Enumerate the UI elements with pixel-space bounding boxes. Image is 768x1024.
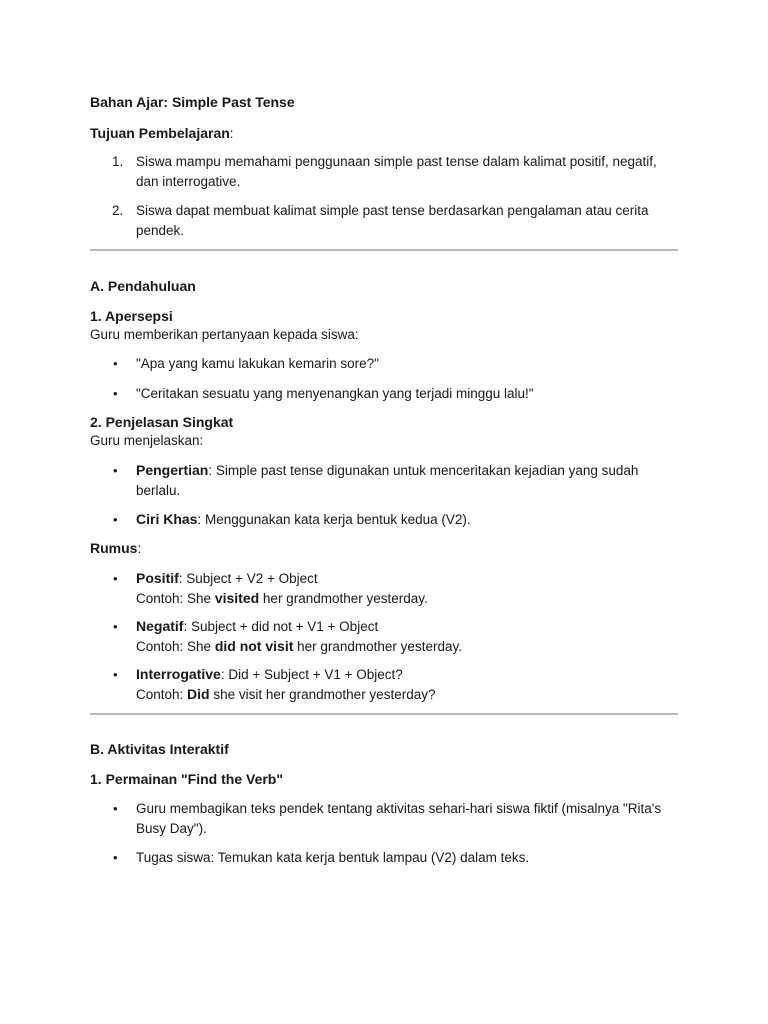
list-item: "Ceritakan sesuatu yang menyenangkan yang terjadi minggu lalu!": [136, 386, 534, 401]
example-verb: Did: [187, 685, 210, 702]
formula-item: [136, 569, 678, 608]
example-prefix: Contoh: She: [136, 590, 215, 606]
rumus-colon: :: [137, 541, 142, 556]
example-suffix: she visit her grandmother yesterday?: [209, 686, 436, 702]
list-item: Tugas siswa: Temukan kata kerja bentuk lampau (V2) dalam teks.: [136, 850, 530, 865]
formula: : Subject + did not + V1 + Object: [183, 619, 379, 634]
rumus-heading: Rumus: [90, 540, 138, 556]
example-verb: did not visit: [214, 637, 294, 654]
bullet-icon: •: [113, 463, 118, 478]
section-b-heading: B. Aktivitas Interaktif: [90, 741, 229, 757]
term: Ciri Khas: [136, 511, 198, 527]
penjelasan-heading: 2. Penjelasan Singkat: [90, 414, 234, 430]
list-item: "Apa yang kamu lakukan kemarin sore?": [136, 356, 379, 371]
example-suffix: her grandmother yesterday.: [293, 638, 462, 654]
example-suffix: her grandmother yesterday.: [259, 590, 428, 606]
apersepsi-intro: Guru memberikan pertanyaan kepada siswa:: [90, 327, 359, 342]
document-title: Bahan Ajar: Simple Past Tense: [90, 94, 295, 110]
game-heading: 1. Permainan "Find the Verb": [90, 771, 283, 787]
objectives-colon: :: [229, 126, 234, 141]
bullet-icon: •: [113, 801, 118, 816]
horizontal-divider: [90, 249, 678, 251]
bullet-icon: •: [113, 512, 118, 527]
bullet-icon: •: [113, 386, 118, 401]
objectives-heading: Tujuan Pembelajaran: [90, 125, 230, 141]
bullet-icon: •: [113, 571, 118, 586]
section-a-heading: A. Pendahuluan: [90, 278, 196, 294]
apersepsi-heading: 1. Apersepsi: [90, 308, 173, 324]
term: Positif: [136, 570, 179, 586]
penjelasan-intro: Guru menjelaskan:: [90, 433, 204, 448]
definition: : Menggunakan kata kerja bentuk kedua (V2).: [197, 512, 471, 527]
formula-item: [136, 665, 678, 704]
formula: : Did + Subject + V1 + Object?: [220, 667, 403, 682]
list-item: Guru membagikan teks pendek tentang aktivitas sehari-hari siswa fiktif (misalnya "Rita's Busy Day").: [136, 801, 662, 836]
example-prefix: Contoh:: [136, 686, 188, 702]
formula-item: [136, 617, 678, 656]
definition: : Simple past tense digunakan untuk menceritakan kejadian yang sudah berlalu.: [136, 463, 639, 498]
bullet-icon: •: [113, 619, 118, 634]
term: Interrogative: [136, 666, 221, 682]
objective-number: 1.: [112, 154, 124, 169]
objective-text: Siswa mampu memahami penggunaan simple past tense dalam kalimat positif, negatif, dan interrogative.: [136, 154, 657, 189]
bullet-icon: •: [113, 667, 118, 682]
objective-text: Siswa dapat membuat kalimat simple past tense berdasarkan pengalaman atau cerita pendek.: [136, 203, 649, 238]
objectives-heading-line: [90, 124, 678, 143]
term: Negatif: [136, 618, 184, 634]
rumus-heading-line: [90, 539, 678, 558]
formula: : Subject + V2 + Object: [178, 571, 318, 586]
horizontal-divider: [90, 713, 678, 715]
bullet-icon: •: [113, 356, 118, 371]
term: Pengertian: [136, 462, 209, 478]
list-item: [136, 510, 678, 530]
bullet-icon: •: [113, 850, 118, 865]
objective-number: 2.: [112, 203, 124, 218]
list-item: [136, 461, 678, 500]
example-verb: visited: [214, 589, 260, 606]
example-prefix: Contoh: She: [136, 638, 215, 654]
